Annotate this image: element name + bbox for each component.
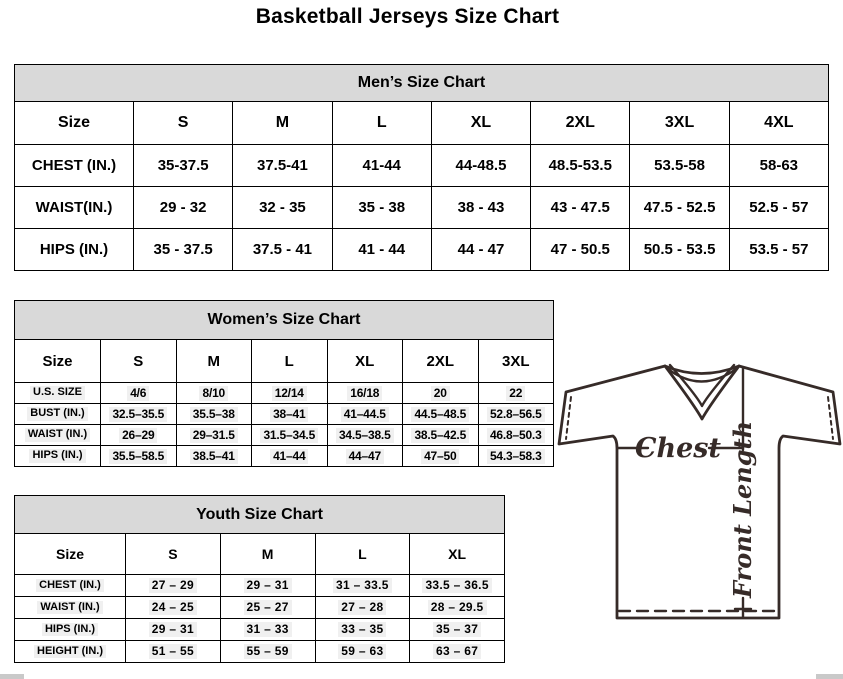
table-cell: 50.5 - 53.5 (630, 229, 729, 271)
table-cell: 51 – 55 (126, 641, 221, 663)
table-cell: 4/6 (101, 383, 177, 404)
table-cell: 44 - 47 (431, 229, 530, 271)
table-cell: 35 – 37 (410, 619, 505, 641)
table-cell: 31 – 33 (220, 619, 315, 641)
row-label: HIPS (IN.) (15, 619, 126, 641)
row-label: HIPS (IN.) (15, 229, 134, 271)
table-row (15, 641, 505, 663)
scrollbar-fragment-left (0, 674, 24, 679)
table-title-row (15, 301, 554, 340)
table-cell: 58-63 (729, 145, 828, 187)
column-header: 2XL (403, 340, 479, 383)
chest-label: Chest (635, 433, 721, 464)
column-header: S (101, 340, 177, 383)
table-title: Men’s Size Chart (15, 65, 829, 102)
table-cell: 38.5–41 (176, 446, 252, 467)
table-title-row (15, 65, 829, 102)
table-cell: 12/14 (252, 383, 328, 404)
table-cell: 41 - 44 (332, 229, 431, 271)
table-cell: 55 – 59 (220, 641, 315, 663)
table-cell: 22 (478, 383, 554, 404)
table-cell: 29–31.5 (176, 425, 252, 446)
table-cell: 54.3–58.3 (478, 446, 554, 467)
row-label: U.S. SIZE (15, 383, 101, 404)
column-header: XL (327, 340, 403, 383)
table-cell: 35.5–38 (176, 404, 252, 425)
table-cell: 41–44 (252, 446, 328, 467)
column-header: L (315, 534, 410, 575)
table-row (15, 383, 554, 404)
column-header: M (233, 102, 332, 145)
row-label: WAIST (IN.) (15, 425, 101, 446)
column-header: 3XL (478, 340, 554, 383)
column-header: M (176, 340, 252, 383)
table-cell: 24 – 25 (126, 597, 221, 619)
table-cell: 31.5–34.5 (252, 425, 328, 446)
table-row (15, 229, 829, 271)
column-header: XL (410, 534, 505, 575)
table-cell: 35.5–58.5 (101, 446, 177, 467)
table-cell: 52.5 - 57 (729, 187, 828, 229)
table-cell: 35 - 37.5 (134, 229, 233, 271)
row-label: HEIGHT (IN.) (15, 641, 126, 663)
table-cell: 28 – 29.5 (410, 597, 505, 619)
column-header: Size (15, 340, 101, 383)
column-header: L (252, 340, 328, 383)
womens-size-table (14, 300, 554, 467)
table-row (15, 187, 829, 229)
row-label: CHEST (IN.) (15, 575, 126, 597)
table-row (15, 575, 505, 597)
table-title-row (15, 496, 505, 534)
table-cell: 25 – 27 (220, 597, 315, 619)
table-cell: 63 – 67 (410, 641, 505, 663)
table-cell: 41-44 (332, 145, 431, 187)
table-cell: 29 - 32 (134, 187, 233, 229)
table-cell: 32 - 35 (233, 187, 332, 229)
row-label: CHEST (IN.) (15, 145, 134, 187)
table-cell: 52.8–56.5 (478, 404, 554, 425)
table-cell: 47–50 (403, 446, 479, 467)
table-cell: 47.5 - 52.5 (630, 187, 729, 229)
jersey-diagram (556, 360, 843, 632)
page-title: Basketball Jerseys Size Chart (255, 5, 560, 28)
table-cell: 53.5 - 57 (729, 229, 828, 271)
column-header: S (126, 534, 221, 575)
table-row (15, 619, 505, 641)
table-cell: 44.5–48.5 (403, 404, 479, 425)
table-cell: 48.5-53.5 (531, 145, 630, 187)
left-cuff-dashed-line (566, 397, 571, 439)
right-cuff-dashed-line (828, 397, 833, 439)
table-row (15, 446, 554, 467)
table-cell: 26–29 (101, 425, 177, 446)
table-cell: 29 – 31 (220, 575, 315, 597)
table-row (15, 404, 554, 425)
table-cell: 59 – 63 (315, 641, 410, 663)
table-cell: 44–47 (327, 446, 403, 467)
size-header-row (15, 340, 554, 383)
table-cell: 32.5–35.5 (101, 404, 177, 425)
table-cell: 44-48.5 (431, 145, 530, 187)
row-label: WAIST (IN.) (15, 597, 126, 619)
table-cell: 31 – 33.5 (315, 575, 410, 597)
table-cell: 29 – 31 (126, 619, 221, 641)
row-label: HIPS (IN.) (15, 446, 101, 467)
table-cell: 53.5-58 (630, 145, 729, 187)
table-cell: 33.5 – 36.5 (410, 575, 505, 597)
table-cell: 46.8–50.3 (478, 425, 554, 446)
table-cell: 35-37.5 (134, 145, 233, 187)
table-cell: 41–44.5 (327, 404, 403, 425)
column-header: S (134, 102, 233, 145)
column-header: XL (431, 102, 530, 145)
table-row (15, 597, 505, 619)
column-header: L (332, 102, 431, 145)
table-title: Youth Size Chart (15, 496, 505, 534)
table-row (15, 425, 554, 446)
row-label: WAIST(IN.) (15, 187, 134, 229)
size-header-row (15, 534, 505, 575)
youth-size-table (14, 495, 505, 663)
table-cell: 27 – 28 (315, 597, 410, 619)
column-header: M (220, 534, 315, 575)
column-header: 2XL (531, 102, 630, 145)
table-cell: 43 - 47.5 (531, 187, 630, 229)
table-cell: 37.5-41 (233, 145, 332, 187)
table-cell: 35 - 38 (332, 187, 431, 229)
table-cell: 8/10 (176, 383, 252, 404)
scrollbar-fragment-right (816, 674, 843, 679)
table-title: Women’s Size Chart (15, 301, 554, 340)
column-header: 3XL (630, 102, 729, 145)
column-header: Size (15, 534, 126, 575)
row-label: BUST (IN.) (15, 404, 101, 425)
table-cell: 47 - 50.5 (531, 229, 630, 271)
table-cell: 16/18 (327, 383, 403, 404)
size-header-row (15, 102, 829, 145)
column-header: Size (15, 102, 134, 145)
table-row (15, 145, 829, 187)
table-cell: 27 – 29 (126, 575, 221, 597)
table-cell: 37.5 - 41 (233, 229, 332, 271)
mens-size-table (14, 64, 829, 271)
table-cell: 33 – 35 (315, 619, 410, 641)
table-cell: 38 - 43 (431, 187, 530, 229)
column-header: 4XL (729, 102, 828, 145)
table-cell: 38–41 (252, 404, 328, 425)
table-cell: 34.5–38.5 (327, 425, 403, 446)
table-cell: 20 (403, 383, 479, 404)
front-length-label: Front Length (728, 420, 757, 598)
table-cell: 38.5–42.5 (403, 425, 479, 446)
